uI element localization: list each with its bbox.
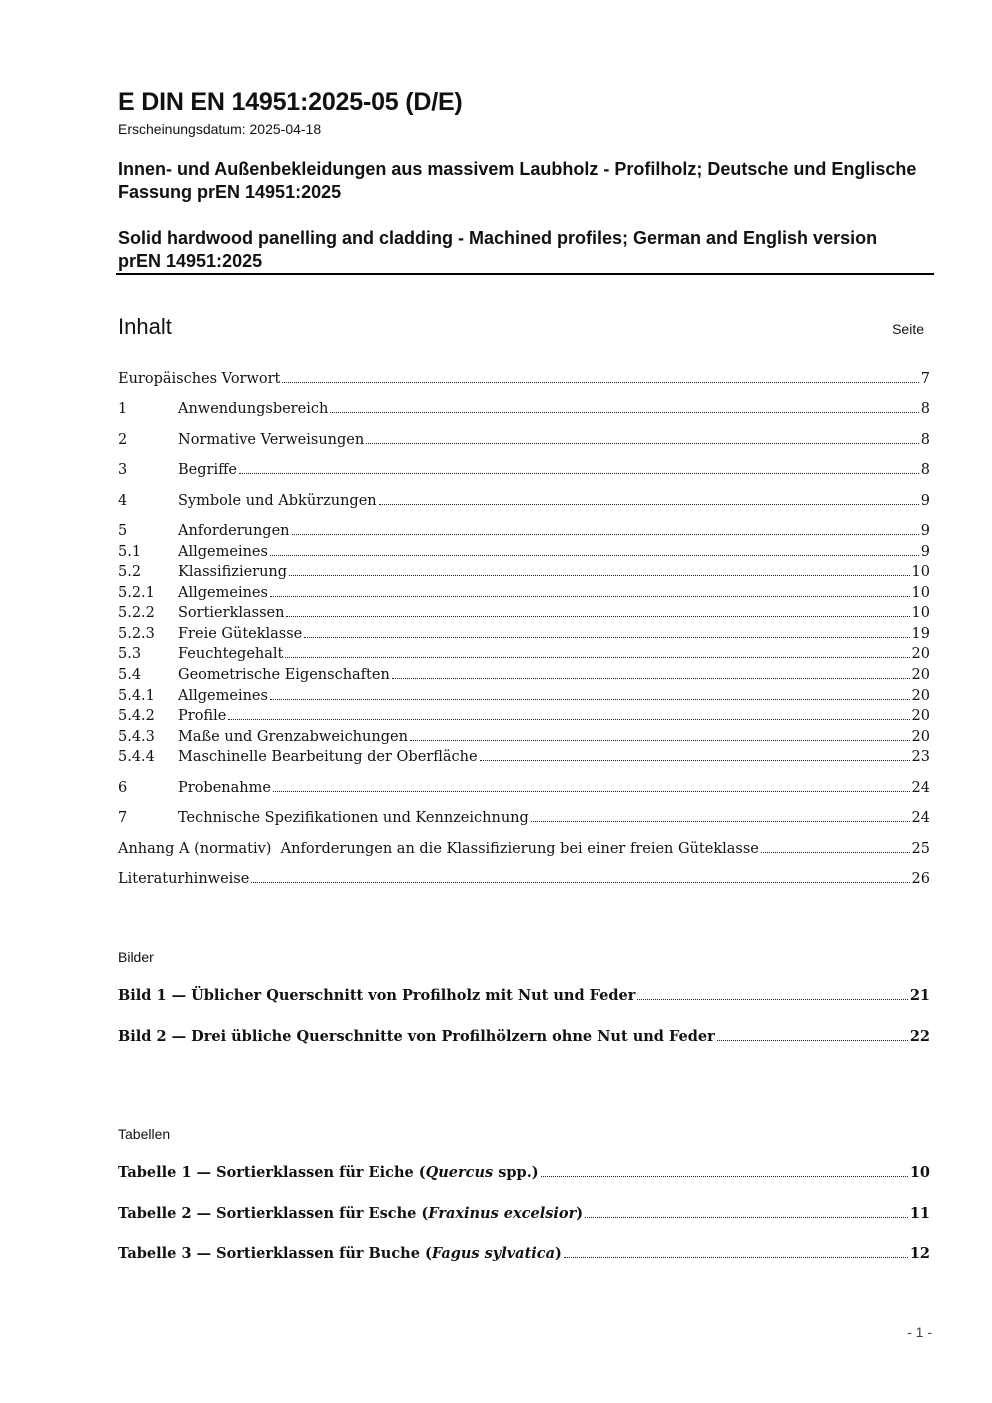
- publication-date: Erscheinungsdatum: 2025-04-18: [118, 121, 322, 137]
- figure-entry-label: Bild 2 — Drei übliche Querschnitte von Profilhölzern ohne Nut und Feder: [118, 1028, 715, 1045]
- toc-entry-label: Technische Spezifikationen und Kennzeichnung: [178, 810, 529, 826]
- toc-entry[interactable]: [118, 432, 930, 452]
- toc-entry-label: Allgemeines: [178, 544, 268, 560]
- table-entry-label: [118, 1164, 539, 1181]
- dot-leader: [285, 657, 909, 658]
- toc-entry-page: 20: [911, 646, 930, 662]
- toc-entry-label: Anforderungen: [178, 523, 290, 539]
- toc-entry-label: Profile: [178, 708, 227, 724]
- toc-entry[interactable]: [118, 729, 930, 749]
- toc-entry-label: Sortierklassen: [178, 605, 285, 621]
- toc-entry[interactable]: [118, 605, 930, 625]
- table-entry-label: [118, 1245, 562, 1262]
- table-entry-label: [118, 1205, 583, 1222]
- toc-entry-page: 8: [920, 401, 930, 417]
- toc-entry-label: Anhang A (normativ) Anforderungen an die Klassifizierung bei einer freien Güteklasse: [118, 841, 759, 857]
- page-column-label: Seite: [892, 321, 924, 337]
- dot-leader: [270, 596, 910, 597]
- toc-entry-page: 20: [911, 708, 930, 724]
- toc-entry-label: Europäisches Vorwort: [118, 371, 281, 387]
- dot-leader: [410, 740, 910, 741]
- toc-entry-number: 5.3: [118, 646, 142, 662]
- toc-entry[interactable]: [118, 667, 930, 687]
- toc-entry-label: Klassifizierung: [178, 564, 288, 580]
- toc-entry-label: Feuchtegehalt: [178, 646, 284, 662]
- table-entry-suffix: ): [555, 1245, 562, 1262]
- table-entry-prefix: Tabelle 1 — Sortierklassen für Eiche (: [118, 1164, 426, 1181]
- dot-leader: [585, 1217, 908, 1218]
- figure-entry[interactable]: [118, 1028, 930, 1048]
- dot-leader: [286, 616, 909, 617]
- dot-leader: [480, 760, 910, 761]
- table-entry-page: 11: [909, 1205, 930, 1222]
- toc-entry[interactable]: [118, 780, 930, 800]
- toc-entry-number: 5.1: [118, 544, 142, 560]
- toc-entry[interactable]: [118, 626, 930, 646]
- toc-entry-page: 19: [911, 626, 930, 642]
- toc-entry[interactable]: [118, 564, 930, 584]
- toc-entry[interactable]: [118, 401, 930, 421]
- toc-entry-page: 10: [911, 585, 930, 601]
- tables-heading: Tabellen: [118, 1126, 171, 1142]
- table-entry-species: Quercus: [425, 1164, 494, 1181]
- dot-leader: [270, 699, 910, 700]
- toc-entry-page: 26: [911, 871, 930, 887]
- table-entry[interactable]: [118, 1245, 930, 1265]
- dot-leader: [292, 534, 919, 535]
- table-entry-species: Fraxinus excelsior: [428, 1205, 577, 1222]
- toc-entry-label: Geometrische Eigenschaften: [178, 667, 390, 683]
- toc-entry-page: 24: [911, 810, 930, 826]
- toc-entry-page: 20: [911, 688, 930, 704]
- toc-entry[interactable]: [118, 708, 930, 728]
- header-divider: [116, 273, 934, 275]
- toc-entry-number: 5: [118, 523, 128, 539]
- toc-entry-page: 20: [911, 729, 930, 745]
- dot-leader: [564, 1257, 908, 1258]
- toc-entry-number: 3: [118, 462, 128, 478]
- toc-entry-page: 20: [911, 667, 930, 683]
- toc-entry-label: Maße und Grenzabweichungen: [178, 729, 408, 745]
- dot-leader: [379, 504, 919, 505]
- toc-entry-number: 5.4.3: [118, 729, 155, 745]
- dot-leader: [717, 1040, 908, 1041]
- toc-entry-number: 1: [118, 401, 128, 417]
- toc-entry[interactable]: [118, 646, 930, 666]
- toc-entry-number: 5.4: [118, 667, 142, 683]
- table-entry-page: 12: [909, 1245, 930, 1262]
- title-german: Innen- und Außenbekleidungen aus massivem Laubholz - Profilholz; Deutsche und Englische Fassung prEN 14951:2025: [118, 159, 917, 202]
- dot-leader: [273, 791, 910, 792]
- dot-leader: [637, 999, 907, 1000]
- toc-entry-page: 9: [920, 523, 930, 539]
- figures-heading: Bilder: [118, 949, 154, 965]
- table-entry-suffix: ): [576, 1205, 584, 1222]
- toc-entry-number: 5.4.1: [118, 688, 155, 704]
- toc-entry-label: Allgemeines: [178, 688, 268, 704]
- dot-leader: [761, 852, 910, 853]
- table-entry[interactable]: [118, 1205, 930, 1225]
- toc-heading: Inhalt: [118, 314, 172, 339]
- table-entry-prefix: Tabelle 2 — Sortierklassen für Esche (: [118, 1205, 429, 1222]
- toc-entry-number: 4: [118, 493, 128, 509]
- dot-leader: [392, 678, 910, 679]
- table-entry-prefix: Tabelle 3 — Sortierklassen für Buche (: [118, 1245, 432, 1262]
- toc-entry[interactable]: [118, 523, 930, 543]
- figure-entry-page: 21: [909, 987, 930, 1004]
- toc-entry-label: Probenahme: [178, 780, 271, 796]
- toc-entry-number: 5.2.3: [118, 626, 155, 642]
- table-entry-page: 10: [909, 1164, 930, 1181]
- dot-leader: [289, 575, 909, 576]
- page-number: - 1 -: [907, 1324, 932, 1340]
- toc-entry-page: 8: [920, 462, 930, 478]
- toc-entry-page: 24: [911, 780, 930, 796]
- dot-leader: [228, 719, 909, 720]
- toc-entry[interactable]: [118, 585, 930, 605]
- dot-leader: [282, 382, 918, 383]
- document-id: E DIN EN 14951:2025-05 (D/E): [118, 88, 463, 116]
- toc-entry-number: 5.4.2: [118, 708, 155, 724]
- dot-leader: [304, 637, 909, 638]
- toc-entry-label: Allgemeines: [178, 585, 268, 601]
- toc-entry[interactable]: [118, 544, 930, 564]
- toc-entry-page: 9: [920, 544, 930, 560]
- table-entry[interactable]: [118, 1164, 930, 1184]
- toc-entry[interactable]: [118, 688, 930, 708]
- dot-leader: [366, 443, 919, 444]
- dot-leader: [239, 473, 919, 474]
- toc-entry-number: 5.2.2: [118, 605, 155, 621]
- table-entry-suffix: spp.): [493, 1164, 539, 1181]
- toc-entry-number: 7: [118, 810, 128, 826]
- toc-entry-label: Normative Verweisungen: [178, 432, 365, 448]
- title-english: Solid hardwood panelling and cladding - Machined profiles; German and English version prEN 14951:2025: [118, 228, 878, 271]
- toc-entry-label: Begriffe: [178, 462, 237, 478]
- toc-entry-label: Freie Güteklasse: [178, 626, 303, 642]
- figure-entry-label: Bild 1 — Üblicher Querschnitt von Profilholz mit Nut und Feder: [118, 987, 636, 1004]
- toc-entry-page: 25: [911, 841, 930, 857]
- toc-entry-page: 10: [911, 564, 930, 580]
- dot-leader: [270, 555, 919, 556]
- toc-entry[interactable]: [118, 493, 930, 513]
- toc-entry-label: Anwendungsbereich: [178, 401, 329, 417]
- toc-entry-number: 5.4.4: [118, 749, 155, 765]
- dot-leader: [251, 882, 909, 883]
- toc-entry-page: 10: [911, 605, 930, 621]
- toc-entry-page: 7: [920, 371, 930, 387]
- toc-entry-label: Maschinelle Bearbeitung der Oberfläche: [178, 749, 478, 765]
- table-entry-species: Fagus sylvatica: [431, 1245, 555, 1262]
- toc-entry-page: 9: [920, 493, 930, 509]
- toc-entry-page: 23: [911, 749, 930, 765]
- toc-entry-number: 6: [118, 780, 128, 796]
- toc-entry[interactable]: [118, 810, 930, 830]
- toc-entry[interactable]: [118, 462, 930, 482]
- toc-entry-label: Symbole und Abkürzungen: [178, 493, 377, 509]
- figure-entry-page: 22: [909, 1028, 930, 1045]
- dot-leader: [541, 1176, 908, 1177]
- toc-entry[interactable]: [118, 749, 930, 769]
- figure-entry[interactable]: [118, 987, 930, 1007]
- toc-entry[interactable]: [118, 371, 930, 391]
- dot-leader: [330, 412, 918, 413]
- toc-entry-number: 5.2.1: [118, 585, 155, 601]
- toc-entry-number: 2: [118, 432, 128, 448]
- toc-entry[interactable]: [118, 871, 930, 891]
- toc-entry-number: 5.2: [118, 564, 142, 580]
- dot-leader: [531, 821, 910, 822]
- toc-entry-label: Literaturhinweise: [118, 871, 250, 887]
- toc-entry-page: 8: [920, 432, 930, 448]
- toc-entry[interactable]: [118, 841, 930, 861]
